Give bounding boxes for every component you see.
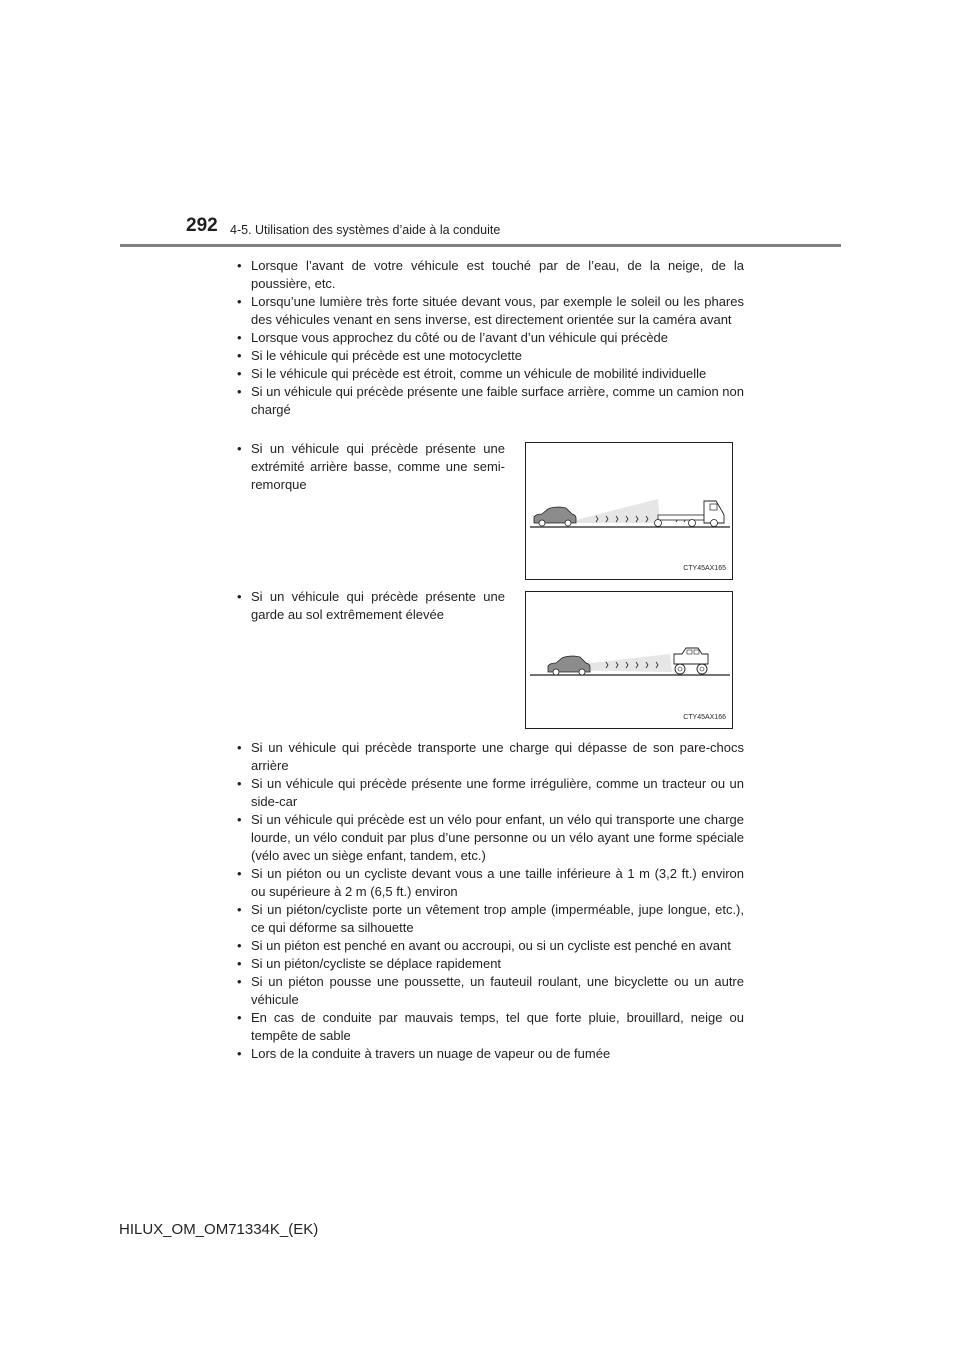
figure-code: CTY45AX166: [683, 714, 726, 721]
list-item: • Si un véhicule qui précède présente une garde au sol extrêmement élevée: [237, 588, 505, 624]
list-item: • En cas de conduite par mauvais temps, tel que forte pluie, brouillard, neige ou tempête de sable: [237, 1009, 744, 1045]
list-item: • Si un véhicule qui précède présente une forme irrégulière, comme un tracteur ou un side-car: [237, 775, 744, 811]
list-item: • Si un piéton/cycliste se déplace rapidement: [237, 955, 744, 973]
list-item: • Si un véhicule qui précède présente une extrémité arrière basse, comme une semi-remorque: [237, 440, 505, 494]
section-title: 4-5. Utilisation des systèmes d’aide à la conduite: [230, 223, 501, 237]
list-item: • Si un véhicule qui précède transporte une charge qui dépasse de son pare-chocs arrière: [237, 739, 744, 775]
figure-semi-trailer: [525, 442, 733, 580]
header-rule: [120, 244, 841, 247]
bullet-list-bottom: [237, 739, 744, 1063]
figure-2-caption: [237, 588, 505, 624]
figure-1-caption: [237, 440, 505, 494]
semi-trailer-illustration: [526, 443, 732, 579]
list-item: • Si le véhicule qui précède est étroit, comme un véhicule de mobilité individuelle: [237, 365, 744, 383]
list-item: • Si un piéton/cycliste porte un vêtement trop ample (imperméable, jupe longue, etc.), ce qui déforme sa silhouette: [237, 901, 744, 937]
list-item: • Si le véhicule qui précède est une motocyclette: [237, 347, 744, 365]
list-item: • Si un piéton pousse une poussette, un fauteuil roulant, une bicyclette ou un autre véhicule: [237, 973, 744, 1009]
list-item: • Lorsque l’avant de votre véhicule est touché par de l’eau, de la neige, de la poussière, etc.: [237, 257, 744, 293]
figure-code: CTY45AX165: [683, 565, 726, 572]
list-item: • Si un piéton ou un cycliste devant vous a une taille inférieure à 1 m (3,2 ft.) environ ou supérieure à 2 m (6,5 ft.) environ: [237, 865, 744, 901]
high-clearance-illustration: [526, 592, 732, 728]
figure-high-clearance: [525, 591, 733, 729]
bullet-list-top: [237, 257, 744, 419]
list-item: • Si un véhicule qui précède est un vélo pour enfant, un vélo qui transporte une charge lourde, un vélo conduit par plus d’une personne ou un vélo ayant une forme spéciale (vélo avec un siège enfant, tandem, etc.): [237, 811, 744, 865]
list-item: • Si un véhicule qui précède présente une faible surface arrière, comme un camion non chargé: [237, 383, 744, 419]
list-item: • Lors de la conduite à travers un nuage de vapeur ou de fumée: [237, 1045, 744, 1063]
page-number: 292: [186, 215, 218, 236]
list-item: • Lorsqu’une lumière très forte située devant vous, par exemple le soleil ou les phares des véhicules venant en sens inverse, est directement orientée sur la caméra avant: [237, 293, 744, 329]
list-item: • Lorsque vous approchez du côté ou de l’avant d’un véhicule qui précède: [237, 329, 744, 347]
list-item: • Si un piéton est penché en avant ou accroupi, ou si un cycliste est penché en avant: [237, 937, 744, 955]
footer-doc-code: HILUX_OM_OM71334K_(EK): [119, 1221, 319, 1238]
